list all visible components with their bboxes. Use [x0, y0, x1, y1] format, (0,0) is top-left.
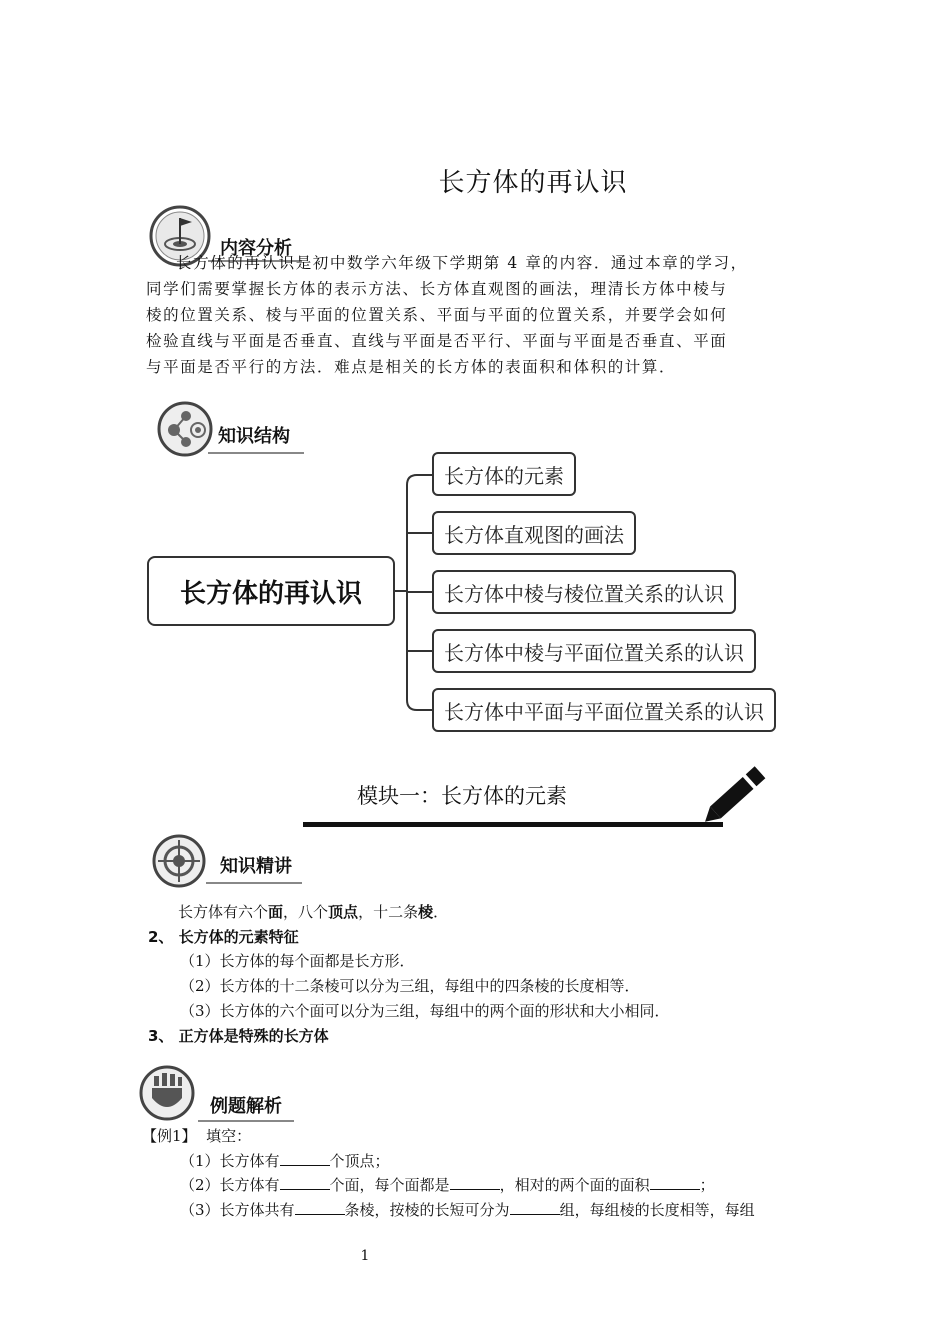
text: 条棱，按棱的长短可分为 [344, 1201, 510, 1219]
answer-blank [650, 1175, 700, 1190]
module-title: 模块一：长方体的元素 [357, 784, 567, 808]
share-network-icon [156, 400, 214, 458]
example-prompt: 填空： [206, 1127, 252, 1145]
section-knowledge-structure [156, 400, 316, 460]
knowledge-point: （2）长方体的十二条棱可以分为三组，每组中的四条棱的长度相等． [180, 977, 640, 995]
example-question-1 [180, 1150, 390, 1171]
text: 个面，每个面都是 [329, 1176, 450, 1194]
example-header [142, 1125, 251, 1146]
term-vertex: 顶点 [328, 903, 359, 921]
mindmap-node: 长方体直观图的画法 [432, 511, 636, 555]
section-underline [206, 882, 302, 884]
example-question-2 [180, 1174, 715, 1195]
text: 个顶点； [329, 1152, 390, 1170]
mindmap-node: 长方体中平面与平面位置关系的认识 [432, 688, 776, 732]
page-title: 长方体的再认识 [438, 168, 628, 198]
target-icon [152, 834, 206, 888]
page-number: 1 [360, 1248, 370, 1264]
intro-line: 同学们需要掌握长方体的表示方法、长方体直观图的画法，理清长方体中棱与 [146, 280, 728, 298]
term-face: 面 [268, 903, 284, 921]
knowledge-heading-2: 2、 长方体的元素特征 [148, 928, 299, 946]
section-label: 内容分析 [220, 238, 292, 259]
text: （2）长方体有 [180, 1176, 280, 1194]
answer-blank [510, 1200, 560, 1215]
section-underline [208, 452, 304, 454]
knowledge-line-1 [178, 901, 448, 922]
term-edge: 棱 [418, 903, 434, 921]
mindmap-node: 长方体的元素 [432, 452, 576, 496]
text: （3）长方体共有 [180, 1201, 295, 1219]
text: ； [699, 1176, 715, 1194]
intro-line: 长方体的再认识是初中数学六年级下学期第 4 章的内容．通过本章的学习， [176, 254, 748, 272]
section-example-analysis [138, 1064, 298, 1124]
knowledge-point: （3）长方体的六个面可以分为三组，每组中的两个面的形状和大小相同． [180, 1002, 670, 1020]
example-tag: 【例1】 [142, 1127, 197, 1145]
section-label: 知识精讲 [220, 856, 292, 877]
intro-line: 棱的位置关系、棱与平面的位置关系、平面与平面的位置关系，并要学会如何 [146, 306, 728, 324]
intro-line: 检验直线与平面是否垂直、直线与平面是否平行、平面与平面是否垂直、平面 [146, 332, 728, 350]
answer-blank [295, 1200, 345, 1215]
trophy-hand-icon [138, 1064, 196, 1122]
text: 长方体有六个 [178, 903, 269, 921]
intro-paragraph [146, 250, 811, 380]
text: 组，每组棱的长度相等，每组 [559, 1201, 755, 1219]
answer-blank [280, 1151, 330, 1166]
text: ，八个 [283, 903, 329, 921]
module-underline [303, 822, 723, 827]
intro-line: 与平面是否平行的方法．难点是相关的长方体的表面积和体积的计算． [146, 358, 677, 376]
section-underline [198, 1120, 294, 1122]
mindmap-connectors [395, 470, 435, 720]
knowledge-point: （1）长方体的每个面都是长方形． [180, 952, 415, 970]
text: ． [433, 903, 449, 921]
text: （1）长方体有 [180, 1152, 280, 1170]
example-question-3 [180, 1199, 755, 1220]
text: ，十二条 [358, 903, 419, 921]
mindmap-root: 长方体的再认识 [147, 556, 395, 626]
mindmap-node: 长方体中棱与平面位置关系的认识 [432, 629, 756, 673]
mindmap-node: 长方体中棱与棱位置关系的认识 [432, 570, 736, 614]
section-label: 例题解析 [210, 1096, 282, 1117]
answer-blank [450, 1175, 500, 1190]
answer-blank [280, 1175, 330, 1190]
pencil-icon [700, 758, 774, 828]
section-label: 知识结构 [218, 426, 290, 447]
text: ，相对的两个面的面积 [499, 1176, 650, 1194]
knowledge-heading-3: 3、 正方体是特殊的长方体 [148, 1027, 329, 1045]
section-knowledge-explain [152, 834, 312, 894]
